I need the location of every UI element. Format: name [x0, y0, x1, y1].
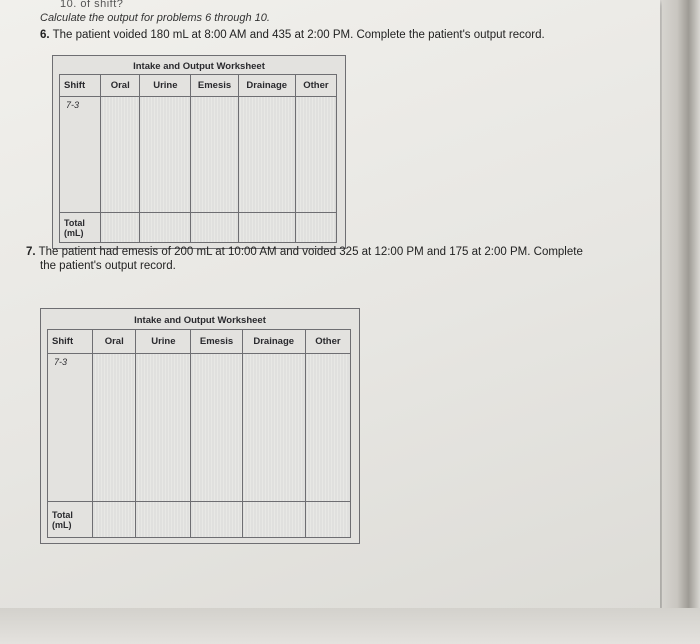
- urine-cell[interactable]: [140, 97, 191, 213]
- emesis-cell[interactable]: [191, 354, 242, 502]
- col-urine: Urine: [140, 75, 191, 97]
- total-label: [48, 502, 93, 538]
- col-oral: Oral: [101, 75, 140, 97]
- cut-off-text: 10. of shift?: [60, 0, 124, 10]
- col-oral: Oral: [93, 330, 136, 354]
- other-cell[interactable]: [295, 97, 336, 213]
- urine-total-cell[interactable]: [136, 502, 191, 538]
- col-other: Other: [305, 330, 350, 354]
- col-drainage: Drainage: [242, 330, 305, 354]
- emesis-cell[interactable]: [191, 97, 238, 213]
- col-other: Other: [295, 75, 336, 97]
- drainage-cell[interactable]: [242, 354, 305, 502]
- oral-cell[interactable]: [93, 354, 136, 502]
- underlying-paper: [0, 608, 700, 644]
- emesis-total-cell[interactable]: [191, 502, 242, 538]
- problem-text-line2: the patient's output record.: [40, 260, 176, 272]
- oral-total-cell[interactable]: [93, 502, 136, 538]
- worksheet-title: Intake and Output Worksheet: [134, 315, 266, 326]
- worksheet-7: [40, 308, 360, 544]
- worksheet-6: [52, 55, 346, 249]
- total-label-line1: Total: [52, 509, 73, 520]
- problem-6: [40, 28, 545, 42]
- other-cell[interactable]: [305, 354, 350, 502]
- drainage-total-cell[interactable]: [242, 502, 305, 538]
- problem-text: The patient voided 180 mL at 8:00 AM and 435 at 2:00 PM. Complete the patient's output record.: [52, 29, 545, 41]
- drainage-total-cell[interactable]: [238, 213, 295, 243]
- emesis-total-cell[interactable]: [191, 213, 238, 243]
- problem-7: [26, 245, 656, 273]
- shift-value: 7-3: [48, 354, 93, 502]
- urine-cell[interactable]: [136, 354, 191, 502]
- problem-number: 7.: [26, 246, 36, 258]
- problem-number: 6.: [40, 29, 50, 41]
- worksheet-table: [47, 329, 351, 538]
- oral-total-cell[interactable]: [101, 213, 140, 243]
- worksheet-title: Intake and Output Worksheet: [133, 61, 265, 72]
- col-urine: Urine: [136, 330, 191, 354]
- problem-text-line1: The patient had emesis of 200 mL at 10:00 AM and voided 325 at 12:00 PM and 175 at 2:00 PM. Complete: [38, 246, 583, 258]
- instructions: Calculate the output for problems 6 through 10.: [40, 12, 270, 24]
- drainage-cell[interactable]: [238, 97, 295, 213]
- col-drainage: Drainage: [238, 75, 295, 97]
- stacked-page-edges: [662, 0, 700, 644]
- col-shift: Shift: [60, 75, 101, 97]
- other-total-cell[interactable]: [305, 502, 350, 538]
- col-emesis: Emesis: [191, 75, 238, 97]
- total-label-line2: (mL): [64, 227, 84, 238]
- worksheet-table: [59, 74, 337, 243]
- col-shift: Shift: [48, 330, 93, 354]
- col-emesis: Emesis: [191, 330, 242, 354]
- total-label-line1: Total: [64, 217, 85, 228]
- shift-value: 7-3: [60, 97, 101, 213]
- total-label-line2: (mL): [52, 519, 72, 530]
- oral-cell[interactable]: [101, 97, 140, 213]
- other-total-cell[interactable]: [295, 213, 336, 243]
- urine-total-cell[interactable]: [140, 213, 191, 243]
- total-label: [60, 213, 101, 243]
